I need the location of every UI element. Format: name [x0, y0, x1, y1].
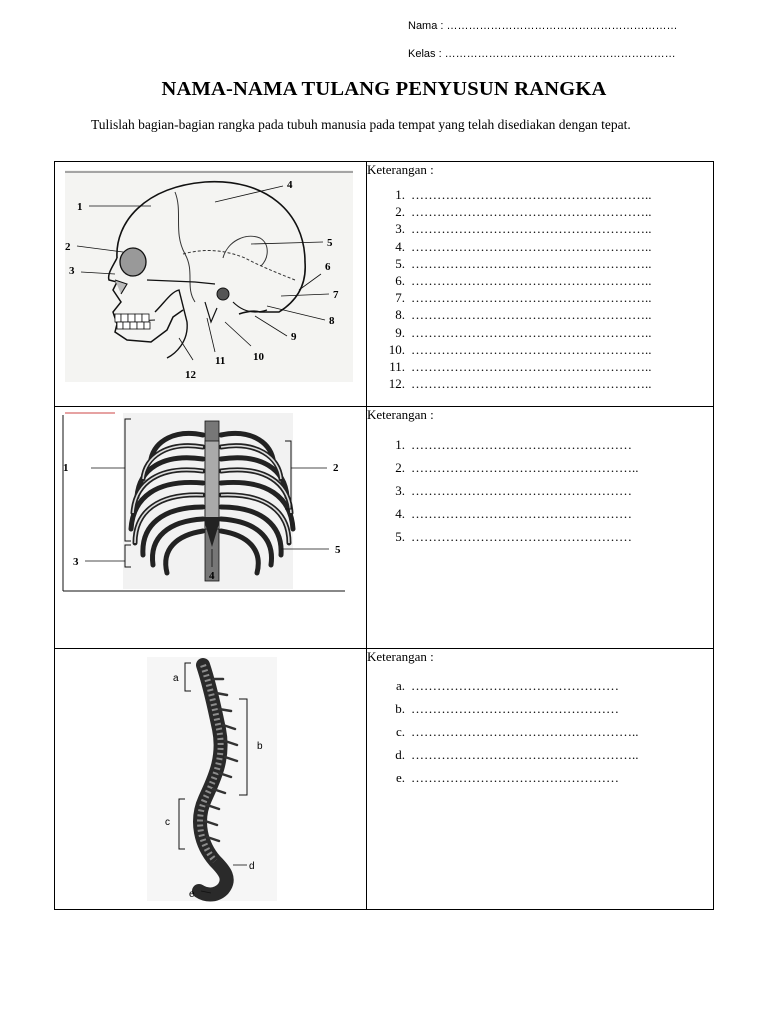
answer-item[interactable]: [367, 341, 713, 358]
ribcage-answer-list: [367, 433, 713, 548]
answer-item[interactable]: [367, 324, 713, 341]
answer-blank-line[interactable]: ………………………………………………..: [411, 376, 652, 392]
answer-marker: c.: [395, 724, 405, 739]
answer-marker: 12.: [388, 376, 405, 392]
answer-item[interactable]: [367, 238, 713, 255]
answer-item[interactable]: [367, 720, 713, 743]
name-field-line[interactable]: Nama : ………………………………………………………: [408, 20, 678, 32]
skull-answer-cell: [367, 162, 714, 407]
spine-diagram: [55, 649, 366, 909]
answer-blank-line[interactable]: ……………………………………………..: [411, 724, 639, 739]
answer-item[interactable]: [367, 289, 713, 306]
skull-figure-cell: [55, 162, 367, 407]
answer-marker: 4.: [395, 506, 405, 521]
answer-marker: 2.: [395, 204, 405, 220]
spine-label-e: e: [189, 889, 195, 900]
skull-diagram: [55, 162, 366, 406]
skull-label-6: 6: [325, 261, 331, 273]
answer-blank-line[interactable]: ………………………………………………..: [411, 324, 652, 340]
answer-item[interactable]: [367, 272, 713, 289]
answer-blank-line[interactable]: ………………………………………………..: [411, 290, 652, 306]
answer-item[interactable]: [367, 456, 713, 479]
rib-label-4: 4: [209, 570, 215, 582]
spine-label-d: d: [249, 861, 255, 872]
section-heading: Keterangan :: [367, 649, 434, 664]
answer-blank-line[interactable]: ……………………………………………: [411, 529, 632, 544]
answer-item[interactable]: [367, 203, 713, 220]
skull-label-2: 2: [65, 241, 71, 253]
answer-marker: 10.: [388, 341, 405, 357]
skull-label-7: 7: [333, 289, 339, 301]
skull-label-3: 3: [69, 265, 75, 277]
skull-label-8: 8: [329, 315, 335, 327]
answer-marker: 3.: [395, 483, 405, 498]
answer-marker: 5.: [395, 529, 405, 544]
answer-blank-line[interactable]: ……………………………………………..: [411, 747, 639, 762]
answer-marker: 5.: [395, 255, 405, 271]
answer-marker: a.: [395, 678, 405, 693]
answer-marker: 2.: [395, 460, 405, 475]
spine-answer-cell: [367, 649, 714, 910]
answer-blank-line[interactable]: ………………………………………………..: [411, 187, 652, 202]
answer-item[interactable]: [367, 255, 713, 272]
answer-item[interactable]: [367, 525, 713, 548]
answer-marker: b.: [395, 701, 405, 716]
answer-blank-line[interactable]: ………………………………………………..: [411, 307, 652, 323]
answer-blank-line[interactable]: ………………………………………………..: [411, 221, 652, 237]
spine-label-a: a: [173, 673, 179, 684]
answer-marker: 4.: [395, 238, 405, 254]
skull-label-1: 1: [77, 201, 83, 213]
section-heading: Keterangan :: [367, 162, 434, 177]
answer-item[interactable]: [367, 358, 713, 375]
answer-blank-line[interactable]: …………………………………………: [411, 678, 619, 693]
answer-blank-line[interactable]: ……………………………………………: [411, 437, 632, 452]
answer-item[interactable]: [367, 502, 713, 525]
rib-label-3: 3: [73, 556, 79, 568]
rib-label-5: 5: [335, 544, 341, 556]
class-field-line[interactable]: Kelas : ………………………………………………………: [408, 48, 676, 60]
answer-blank-line[interactable]: ………………………………………………..: [411, 255, 652, 271]
spine-label-b: b: [257, 741, 263, 752]
skull-label-10: 10: [253, 351, 264, 363]
spine-figure-cell: [55, 649, 367, 910]
answer-item[interactable]: [367, 186, 713, 203]
answer-blank-line[interactable]: ………………………………………………..: [411, 358, 652, 374]
answer-blank-line[interactable]: ………………………………………………..: [411, 272, 652, 288]
answer-blank-line[interactable]: …………………………………………: [411, 701, 619, 716]
answer-marker: 6.: [395, 272, 405, 288]
skull-label-5: 5: [327, 237, 333, 249]
answer-blank-line[interactable]: ……………………………………………: [411, 506, 632, 521]
answer-item[interactable]: [367, 220, 713, 237]
answer-item[interactable]: [367, 306, 713, 323]
answer-marker: 3.: [395, 221, 405, 237]
skull-row: [55, 162, 714, 407]
answer-item[interactable]: [367, 479, 713, 502]
spine-label-c: c: [165, 817, 170, 828]
answer-marker: 1.: [395, 187, 405, 202]
answer-blank-line[interactable]: ……………………………………………: [411, 483, 632, 498]
skull-label-12: 12: [185, 369, 196, 381]
spine-answer-list: [367, 674, 713, 789]
answer-item[interactable]: [367, 433, 713, 456]
ribcage-answer-cell: [367, 407, 714, 649]
answer-marker: 1.: [395, 437, 405, 452]
answer-blank-line[interactable]: ………………………………………………..: [411, 341, 652, 357]
rib-cage-diagram: [55, 407, 366, 648]
ribcage-row: [55, 407, 714, 649]
rib-label-2: 2: [333, 462, 339, 474]
ribcage-figure-cell: [55, 407, 367, 649]
answer-marker: e.: [395, 770, 405, 785]
rib-label-1: 1: [63, 462, 69, 474]
answer-blank-line[interactable]: ……………………………………………..: [411, 460, 639, 475]
answer-blank-line[interactable]: ………………………………………………..: [411, 238, 652, 254]
answer-item[interactable]: [367, 766, 713, 789]
answer-item[interactable]: [367, 743, 713, 766]
answer-item[interactable]: [367, 375, 713, 392]
answer-marker: 11.: [389, 358, 405, 374]
section-heading: Keterangan :: [367, 407, 434, 422]
answer-marker: 7.: [395, 290, 405, 306]
answer-blank-line[interactable]: …………………………………………: [411, 770, 619, 785]
skull-answer-list: [367, 186, 713, 392]
skull-label-11: 11: [215, 355, 226, 367]
skull-label-4: 4: [287, 179, 293, 191]
instruction-text: Tulislah bagian-bagian rangka pada tubuh manusia pada tempat yang telah disediakan dengan tepat.: [91, 117, 631, 132]
skull-label-9: 9: [291, 331, 297, 343]
answer-item[interactable]: [367, 697, 713, 720]
answer-item[interactable]: [367, 674, 713, 697]
answer-blank-line[interactable]: ………………………………………………..: [411, 204, 652, 220]
answer-marker: d.: [395, 747, 405, 762]
spine-row: [55, 649, 714, 910]
worksheet-table: [54, 161, 714, 910]
page-title: NAMA-NAMA TULANG PENYUSUN RANGKA: [161, 78, 607, 100]
answer-marker: 8.: [395, 307, 405, 323]
answer-marker: 9.: [395, 324, 405, 340]
